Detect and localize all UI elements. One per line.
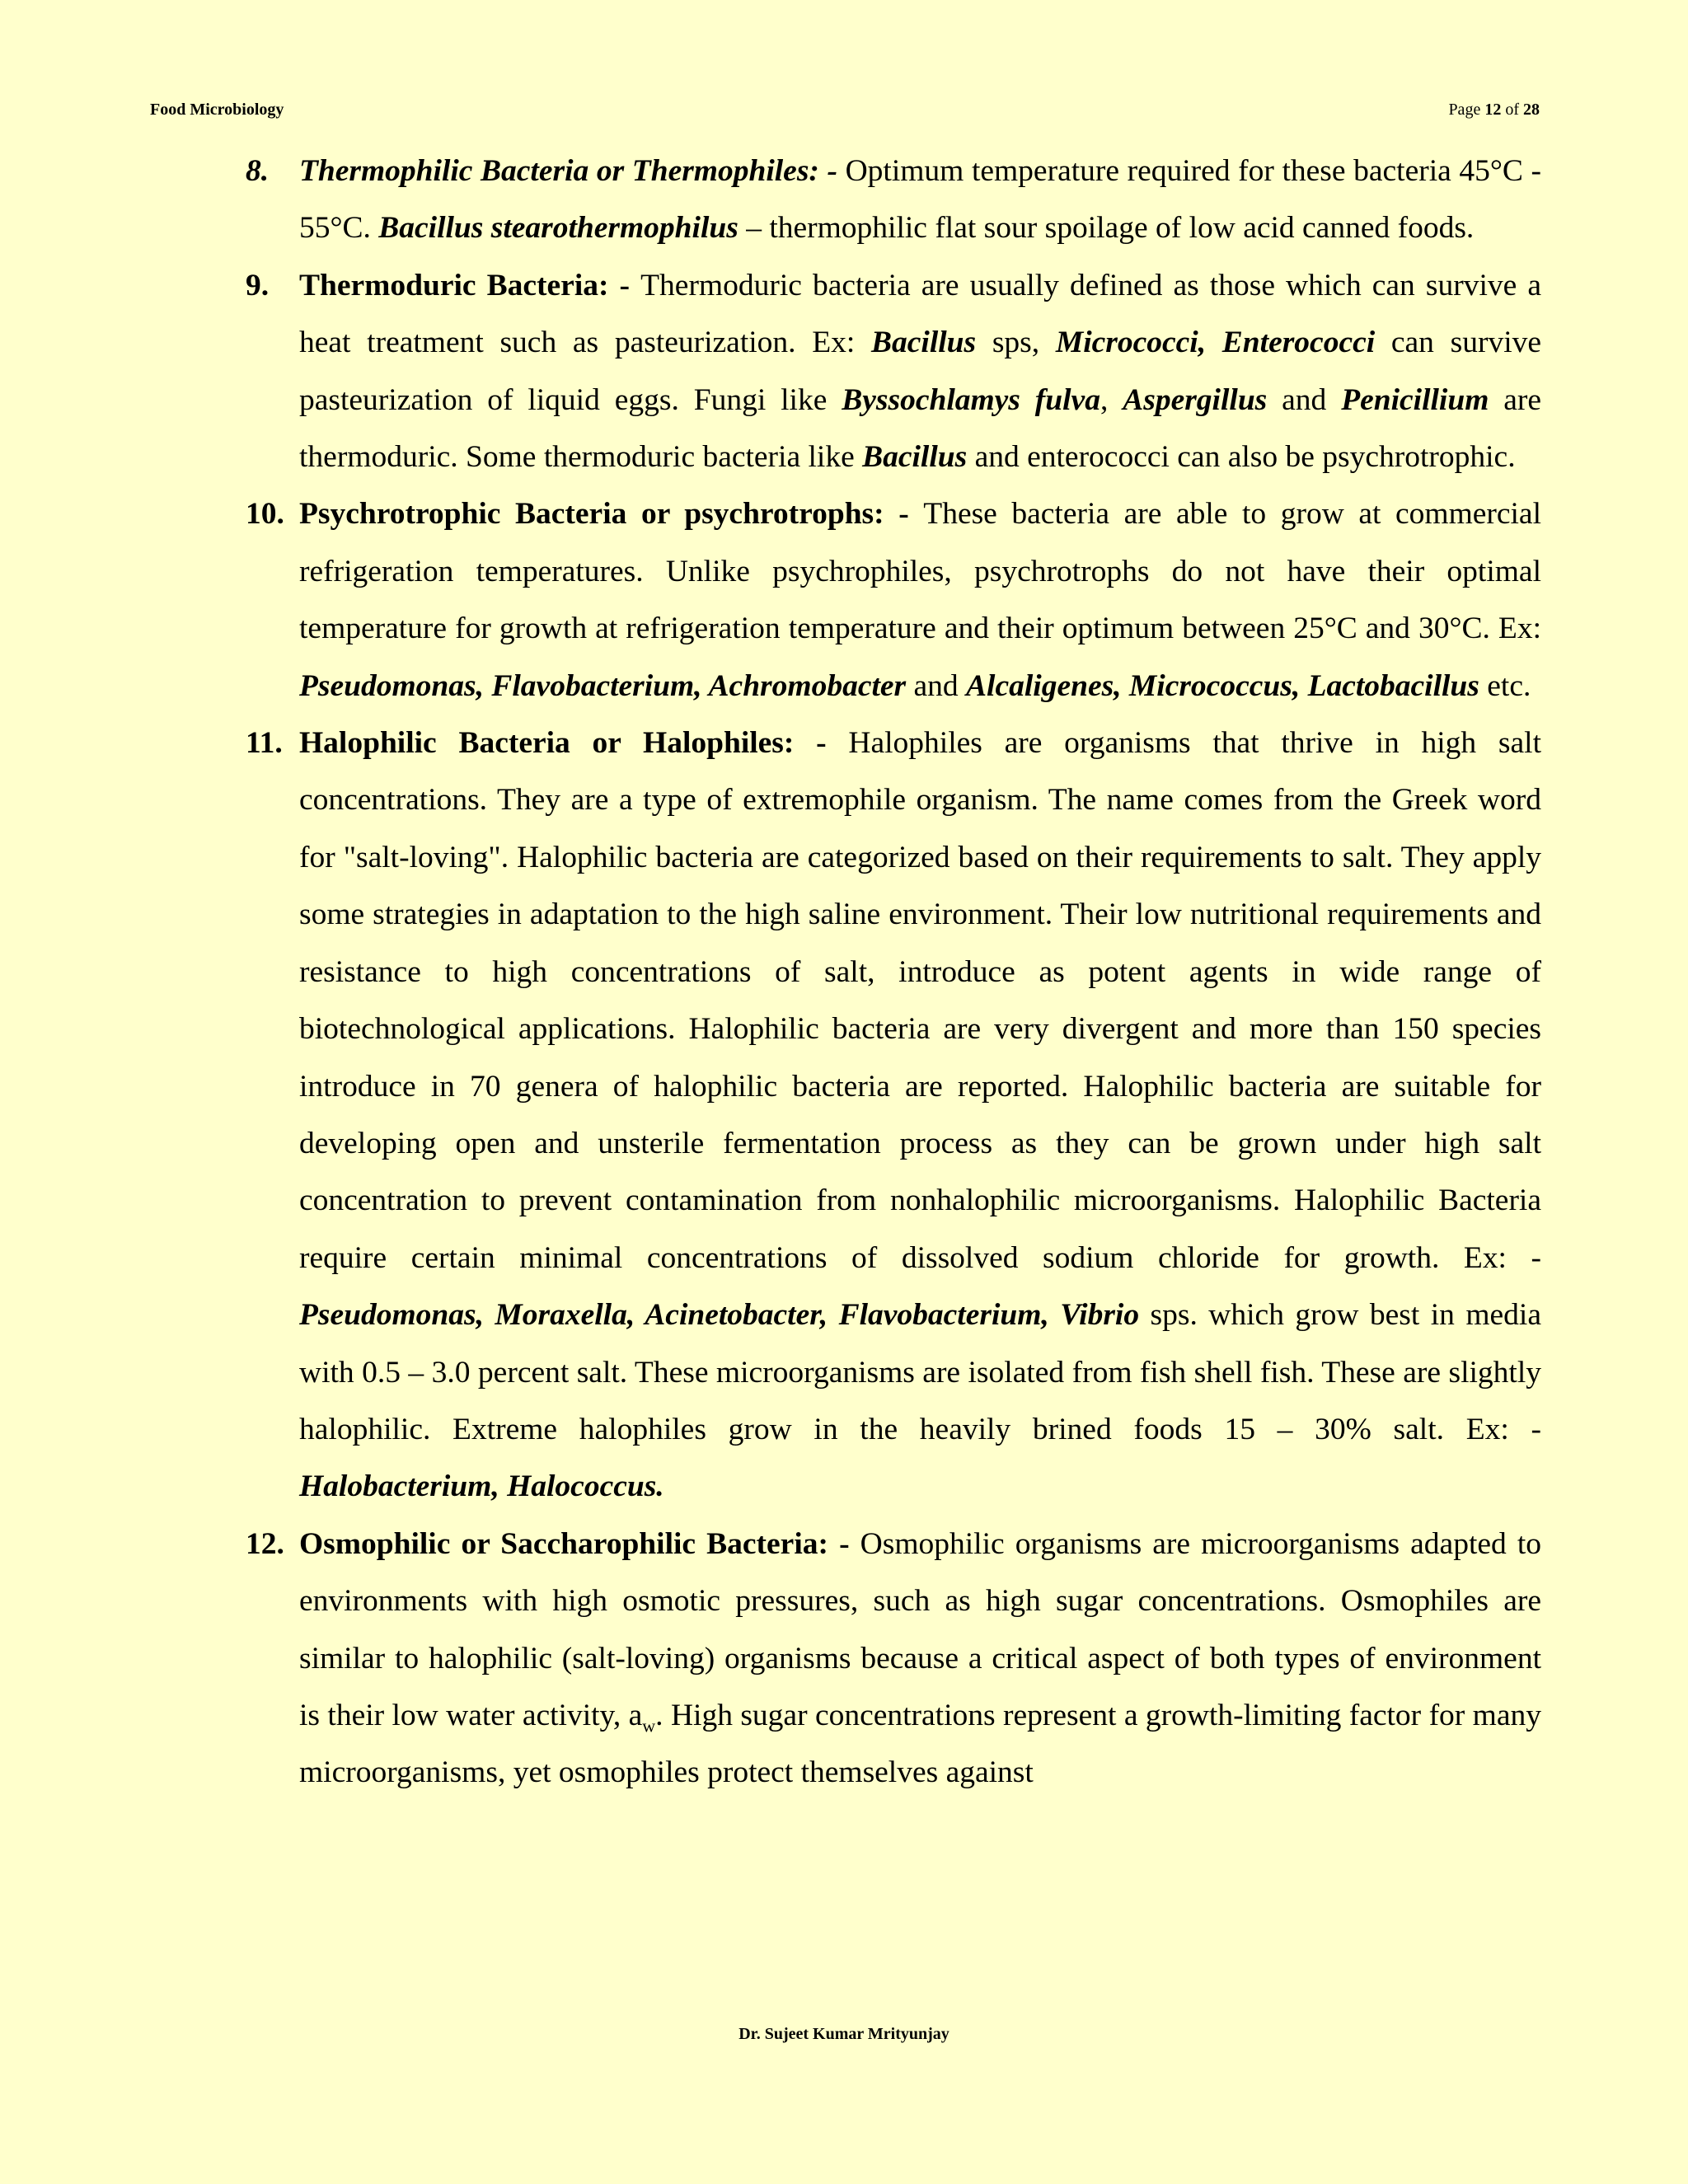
item-heading: Psychrotrophic Bacteria or psychrotrophs: - [299,497,924,532]
footer-author: Dr. Sujeet Kumar Mrityunjay [738,2025,950,2043]
document-body [246,143,1541,1802]
body-text: etc. [1479,668,1531,703]
emphasized-term: Aspergillus [1123,382,1268,417]
body-text: Optimum temperature required for these bacteria 45°C - 55°C. [299,154,1541,246]
body-text: Thermoduric bacteria are usually defined as those which can survive a heat treatment such as pasteurization. Ex: [299,268,1542,360]
item-heading: Osmophilic or Saccharophilic Bacteria: - [299,1526,860,1561]
list-item-number: 8. [246,154,270,188]
body-text: sps. which grow best in media with 0.5 – 3.0 percent salt. These microorganisms are isolated from fish shell fish. These are slightly halophilic. Extreme halophiles grow in the heavily brined foods 15 – 30% salt. Ex: - [299,1298,1541,1446]
list-item [246,257,1541,486]
list-item [246,1516,1541,1802]
body-text: , [1100,382,1123,417]
running-header-title: Food Microbiology [150,101,284,119]
body-text: Halophiles are organisms that thrive in high salt concentrations. They are a type of extremophile organism. The name comes from the Greek word for "salt-loving". Halophilic bacteria are categorized based on their requirements to salt. They apply some strategies in adaptation to the high saline environment. Their low nutritional requirements and resistance to high concentrations of salt, introduce as potent agents in wide range of biotechnological applications. Halophilic bacteria are very divergent and more than 150 species introduce in 70 genera of halophilic bacteria are reported. Halophilic bacteria are suitable for developing open and unsterile fermentation process as they can be grown under high salt concentration to prevent contamination from nonhalophilic microorganisms. Halophilic Bacteria require certain minimal concentrations of dissolved sodium chloride for growth. Ex: - [299,726,1541,1275]
list-item-number: 9. [246,268,270,302]
list-item [246,143,1541,257]
body-text: sps, [976,326,1056,360]
body-text: and [906,668,967,703]
page-number [1448,101,1540,120]
emphasized-term: Pseudomonas, Flavobacterium, Achromobacter [299,668,907,703]
body-text: can survive pasteurization of liquid eggs. Fungi like [299,326,1542,417]
emphasized-term: Bacillus [871,326,977,360]
emphasized-term: Alcaligenes, Micrococcus, Lactobacillus [966,668,1479,703]
list-item-number: 12. [246,1526,284,1561]
body-text: – thermophilic flat sour spoilage of low acid canned foods. [738,211,1475,246]
list-item [246,485,1541,715]
emphasized-term: Bacillus stearothermophilus [378,211,738,246]
emphasized-term: Halobacterium, Halococcus. [299,1469,664,1504]
subscript: w [642,1715,656,1736]
body-text: and enterococci can also be psychrotrophic. [967,440,1516,475]
body-text: . High sugar concentrations represent a growth-limiting factor for many microorganisms, yet osmophiles protect themselves against [299,1698,1541,1790]
emphasized-term: Byssochlamys fulva [842,382,1100,417]
emphasized-term: Pseudomonas, Moraxella, Acinetobacter, Flavobacterium, Vibrio [299,1298,1140,1333]
list-item [246,715,1541,1516]
body-text: and [1267,382,1342,417]
body-text: These bacteria are able to grow at commercial refrigeration temperatures. Unlike psychrophiles, psychrotrophs do not have their optimal temperature for growth at refrigeration temperature and their optimum between 25°C and 30°C. Ex: [299,497,1541,646]
body-text: are thermoduric. Some thermoduric bacteria like [299,382,1542,475]
item-heading: Halophilic Bacteria or Halophiles: - [299,726,849,761]
page-of: of [1501,101,1523,119]
emphasized-term: Bacillus [862,440,968,475]
emphasized-term: Micrococci, Enterococci [1055,326,1376,360]
page-prefix: Page [1448,101,1485,119]
page-total: 28 [1523,101,1540,119]
emphasized-term: Thermophilic Bacteria or Thermophiles: - [299,154,846,188]
item-heading: Thermoduric Bacteria: - [299,268,641,302]
list-item-number: 10. [246,497,284,532]
body-text: Osmophilic organisms are microorganisms adapted to environments with high osmotic pressures, such as high sugar concentrations. Osmophiles are similar to halophilic (salt-loving) organisms because a critical aspect of both types of environment is their low water activity, a [299,1526,1542,1732]
emphasized-term: Penicillium [1341,382,1489,417]
list-item-number: 11. [246,726,283,761]
page-current: 12 [1484,101,1502,119]
